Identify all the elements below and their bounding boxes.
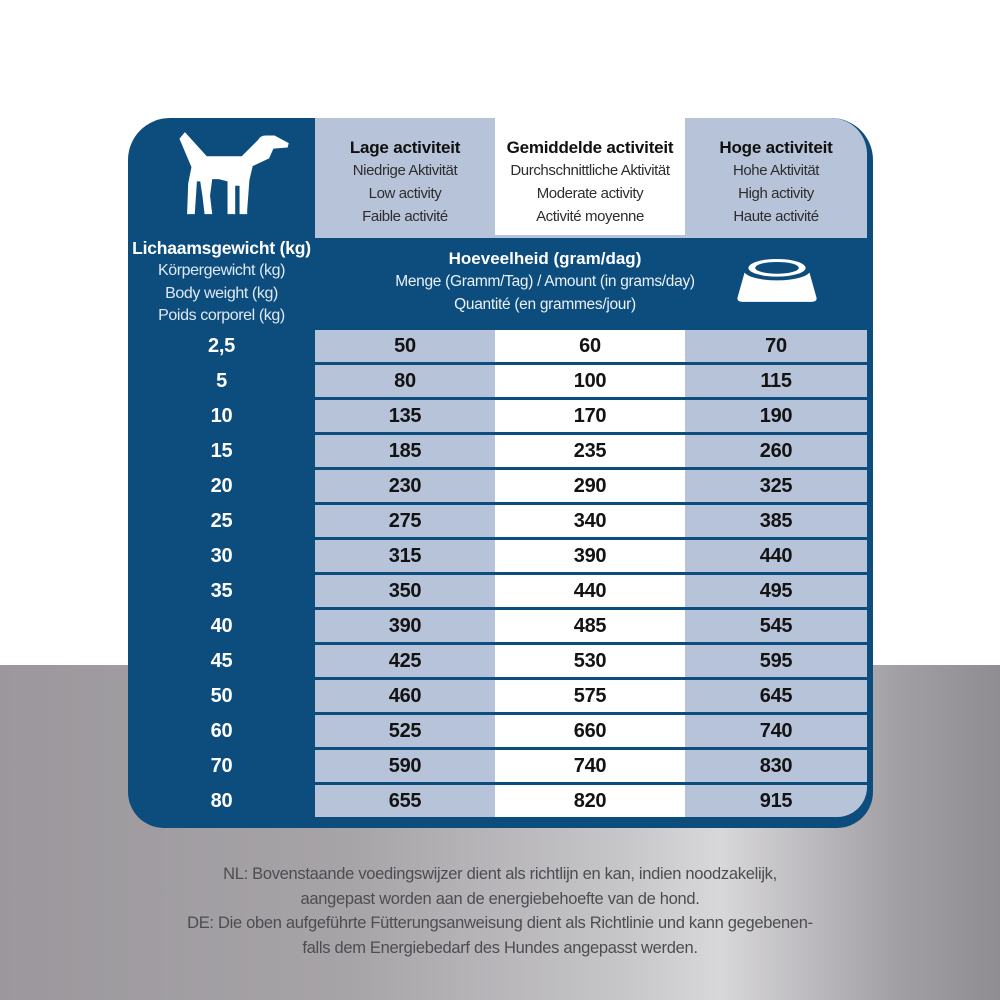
table-row — [128, 540, 867, 572]
footnote-line-3: DE: Die oben aufgeführte Fütterungsanweisung dient als Richtlinie und kann gegebenen- — [187, 914, 813, 932]
moderate-activity-cell: 100 — [495, 365, 685, 397]
weight-header-line3: Body weight (kg) — [165, 284, 278, 302]
moderate-activity-cell: 820 — [495, 785, 685, 817]
weight-cell: 60 — [210, 720, 233, 742]
table-row — [128, 470, 867, 502]
amount-banner-line3: Quantité (en grammes/jour) — [454, 296, 636, 313]
moderate-activity-cell: 390 — [495, 540, 685, 572]
header-high-line4: Haute activité — [733, 208, 819, 225]
weight-cell: 40 — [210, 615, 233, 637]
high-activity-cell: 495 — [685, 575, 867, 607]
footnote-line-1: NL: Bovenstaande voedingswijzer dient als richtlijn en kan, indien noodzakelijk, — [223, 865, 777, 883]
weight-cell: 45 — [210, 650, 233, 672]
low-activity-cell: 350 — [315, 575, 495, 607]
table-row — [128, 645, 867, 677]
header-low-line1: Lage activiteit — [349, 138, 461, 157]
weight-cell: 15 — [210, 440, 233, 462]
high-activity-cell: 545 — [685, 610, 867, 642]
high-activity-cell: 325 — [685, 470, 867, 502]
high-activity-cell: 740 — [685, 715, 867, 747]
header-low-line2: Niedrige Aktivität — [352, 162, 458, 179]
high-activity-cell: 190 — [685, 400, 867, 432]
header-high-line1: Hoge activiteit — [719, 138, 833, 157]
header-moderate-activity — [495, 118, 685, 235]
weight-cell: 35 — [210, 580, 233, 602]
low-activity-cell: 185 — [315, 435, 495, 467]
weight-header-line2: Körpergewicht (kg) — [157, 262, 286, 279]
weight-column-header — [128, 237, 315, 328]
moderate-activity-cell: 660 — [495, 715, 685, 747]
header-moderate-line3: Moderate activity — [536, 185, 644, 202]
high-activity-cell: 70 — [685, 330, 867, 362]
food-bowl-icon — [735, 252, 819, 308]
high-activity-cell: 440 — [685, 540, 867, 572]
header-low-line3: Low activity — [368, 185, 442, 202]
footnote-line-4: falls dem Energiebedarf des Hundes angepasst werden. — [302, 938, 698, 957]
header-moderate-line1: Gemiddelde activiteit — [506, 138, 674, 157]
weight-header-line1: Lichaamsgewicht (kg) — [132, 238, 311, 258]
header-low-line4: Faible activité — [362, 208, 448, 225]
moderate-activity-cell: 440 — [495, 575, 685, 607]
low-activity-cell: 655 — [315, 785, 495, 817]
table-row — [128, 785, 867, 817]
footnote — [0, 862, 1000, 960]
low-activity-cell: 50 — [315, 330, 495, 362]
header-high-line3: High activity — [738, 185, 814, 202]
table-row — [128, 365, 867, 397]
moderate-activity-cell: 235 — [495, 435, 685, 467]
low-activity-cell: 390 — [315, 610, 495, 642]
low-activity-cell: 230 — [315, 470, 495, 502]
feeding-table-body — [128, 330, 867, 820]
moderate-activity-cell: 290 — [495, 470, 685, 502]
high-activity-cell: 260 — [685, 435, 867, 467]
header-moderate-line4: Activité moyenne — [536, 208, 644, 225]
weight-header-line4: Poids corporel (kg) — [158, 307, 285, 324]
feeding-guide-card — [128, 118, 873, 828]
moderate-activity-cell: 60 — [495, 330, 685, 362]
moderate-activity-cell: 740 — [495, 750, 685, 782]
weight-cell: 70 — [210, 755, 233, 777]
low-activity-cell: 315 — [315, 540, 495, 572]
moderate-activity-cell: 575 — [495, 680, 685, 712]
moderate-activity-cell: 530 — [495, 645, 685, 677]
high-activity-cell: 915 — [685, 785, 867, 817]
low-activity-cell: 525 — [315, 715, 495, 747]
weight-cell: 10 — [210, 405, 233, 427]
amount-banner-line2: Menge (Gramm/Tag) / Amount (in grams/day) — [395, 273, 695, 290]
weight-cell: 2,5 — [208, 335, 235, 357]
table-row — [128, 715, 867, 747]
table-row — [128, 750, 867, 782]
moderate-activity-cell: 340 — [495, 505, 685, 537]
dog-silhouette-icon — [172, 130, 294, 224]
high-activity-cell: 830 — [685, 750, 867, 782]
header-low-activity — [315, 118, 495, 235]
footnote-line-2: aangepast worden aan de energiebehoefte van de hond. — [300, 889, 700, 908]
weight-cell: 20 — [210, 475, 233, 497]
header-high-line2: Hohe Aktivität — [732, 162, 820, 179]
moderate-activity-cell: 170 — [495, 400, 685, 432]
table-row — [128, 435, 867, 467]
low-activity-cell: 425 — [315, 645, 495, 677]
amount-banner-line1: Hoeveelheid (gram/dag) — [448, 249, 642, 268]
low-activity-cell: 135 — [315, 400, 495, 432]
high-activity-cell: 595 — [685, 645, 867, 677]
header-high-activity — [685, 118, 867, 235]
table-row — [128, 575, 867, 607]
high-activity-cell: 115 — [685, 365, 867, 397]
table-row — [128, 400, 867, 432]
moderate-activity-cell: 485 — [495, 610, 685, 642]
weight-cell: 80 — [210, 790, 233, 812]
table-row — [128, 330, 867, 362]
low-activity-cell: 590 — [315, 750, 495, 782]
high-activity-cell: 385 — [685, 505, 867, 537]
low-activity-cell: 460 — [315, 680, 495, 712]
table-row — [128, 610, 867, 642]
table-row — [128, 505, 867, 537]
low-activity-cell: 275 — [315, 505, 495, 537]
weight-cell: 30 — [210, 545, 233, 567]
high-activity-cell: 645 — [685, 680, 867, 712]
low-activity-cell: 80 — [315, 365, 495, 397]
weight-cell: 5 — [216, 370, 227, 392]
table-row — [128, 680, 867, 712]
weight-cell: 50 — [210, 685, 233, 707]
header-moderate-line2: Durchschnittliche Aktivität — [510, 162, 670, 179]
weight-cell: 25 — [210, 510, 233, 532]
